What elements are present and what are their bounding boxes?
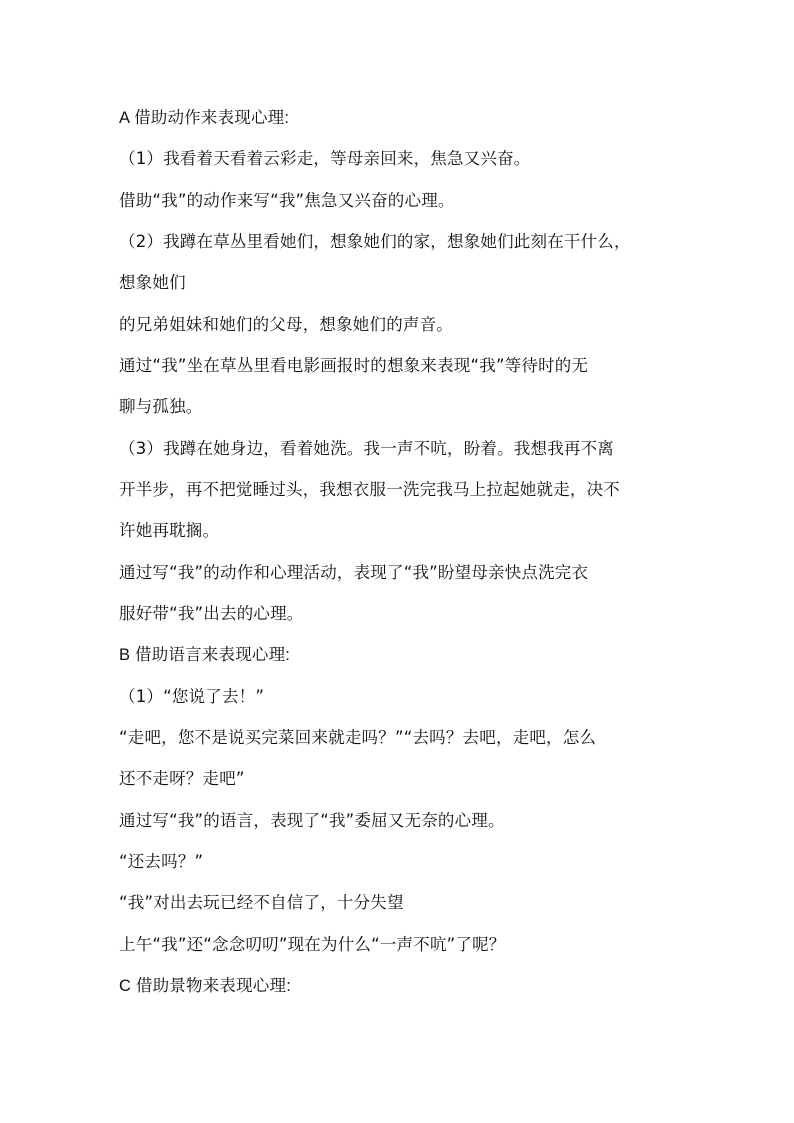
section-heading-b: B 借助语言来表现心理: — [119, 646, 291, 664]
paragraph-line: 的兄弟姐妹和她们的父母，想象她们的声音。 — [119, 315, 453, 334]
paragraph-line: 上午“我”还“念念叨叨”现在为什么“一声不吭”了呢？ — [119, 935, 506, 954]
paragraph-line: 通过写“我”的语言，表现了“我”委屈又无奈的心理。 — [119, 811, 505, 830]
paragraph-line: 开半步，再不把觉睡过头，我想衣服一洗完我马上拉起她就走，决不 — [119, 480, 620, 499]
paragraph-line: 想象她们 — [119, 273, 186, 292]
paragraph-line: “走吧，您不是说买完菜回来就走吗？”“去吗？去吧，走吧，怎么 — [119, 728, 597, 747]
section-heading-c: C 借助景物来表现心理: — [119, 977, 291, 995]
paragraph-line: “我”对出去玩已经不自信了，十分失望 — [119, 893, 404, 912]
section-heading-a: A 借助动作来表现心理: — [119, 109, 290, 127]
paragraph-line: 通过“我”坐在草丛里看电影画报时的想象来表现“我”等待时的无 — [119, 356, 589, 375]
paragraph-line: 服好带“我”出去的心理。 — [119, 604, 304, 623]
paragraph-line: 还不走呀？走吧” — [119, 769, 245, 788]
paragraph-line: 通过写“我”的动作和心理活动，表现了“我”盼望母亲快点洗完衣 — [119, 563, 589, 582]
paragraph-line: （3）我蹲在她身边，看着她洗。我一声不吭，盼着。我想我再不离 — [119, 439, 614, 458]
paragraph-line: （2）我蹲在草丛里看她们，想象她们的家，想象她们此刻在干什么， — [119, 232, 631, 251]
paragraph-line: （1）“您说了去！” — [119, 687, 265, 706]
paragraph-line: 许她再耽搁。 — [119, 521, 220, 540]
paragraph-line: “还去吗？” — [119, 852, 204, 871]
paragraph-line: 聊与孤独。 — [119, 397, 203, 416]
paragraph-line: 借助“我”的动作来写“我”焦急又兴奋的心理。 — [119, 191, 455, 210]
paragraph-line: （1）我看着天看着云彩走，等母亲回来，焦急又兴奋。 — [119, 149, 531, 168]
